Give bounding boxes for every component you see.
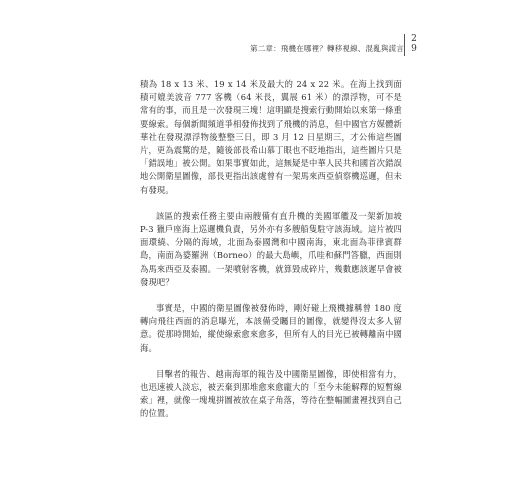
page-number-digit-1: 2 xyxy=(411,34,417,44)
running-header: 第二章：飛機在哪裡？轉移視線、混亂與謊言 xyxy=(250,44,404,53)
paragraph-4: 目擊者的報告、越南海軍的報告及中國衛星圖像，即使相當有力，也迅速被人淡忘，被丟棄到那堆愈來愈龐大的「至今未能解釋的短暫線索」裡，就像一塊塊拼圖被放在桌子角落，等待在整幅圖畫裡找到自己的位置。 xyxy=(140,368,402,419)
page-number-digit-2: 9 xyxy=(411,44,417,54)
header-rule xyxy=(404,34,405,56)
body-text xyxy=(140,78,402,434)
paragraph-3: 事實是，中國的衛星圖像被發佈時，剛好碰上飛機據稱曾 180 度轉向飛往西面的消息曝光，本該備受矚目的圖像，就變得沒太多人留意。從那時開始，縱使線索愈來愈多，但所有人的目光已被轉離南中國海。 xyxy=(140,303,402,353)
page-number xyxy=(408,34,420,54)
paragraph-1: 積為 18 x 13 米、19 x 14 米及最大的 24 x 22 米。在海上找到面積可媲美波音 777 客機（64 米長，翼展 61 米）的漂浮物，可不是常有的事，而且是一次發現三塊！這明顯是搜索行動開始以來第一條重要線索。每個新聞頻道爭相發佈找到了飛機的消息，但中國官方媒體新華社在發現漂浮物後整整三日，即 3 月 12 日星期三，才公佈這些圖片，更為震驚的是，隨後部長希山慕丁眼也不眨地指出，這些圖片只是「錯誤地」被公開。如果事實如此，這無疑是中華人民共和國首次錯誤地公開衛星圖像，部長更指出該處曾有一架馬來西亞偵察機巡邏，但未有發現。 xyxy=(140,79,402,195)
paragraph-2: 該區的搜索任務主要由兩艘備有直升機的美國軍艦及一架新加坡 P-3 獵戶座海上巡邏機負責，另外亦有多艘船隻駐守該海域。這片被四面環繞、分隔的海域，北面為泰國灣和中國南海，東北面為菲律賓群島，南面為婆羅洲（Borneo）的最大島嶼，爪哇和蘇門答臘，西面則為馬來西亞及泰國。一架噴射客機，就算毀成碎片，幾數應該遲早會被發現吧？ xyxy=(140,210,402,287)
